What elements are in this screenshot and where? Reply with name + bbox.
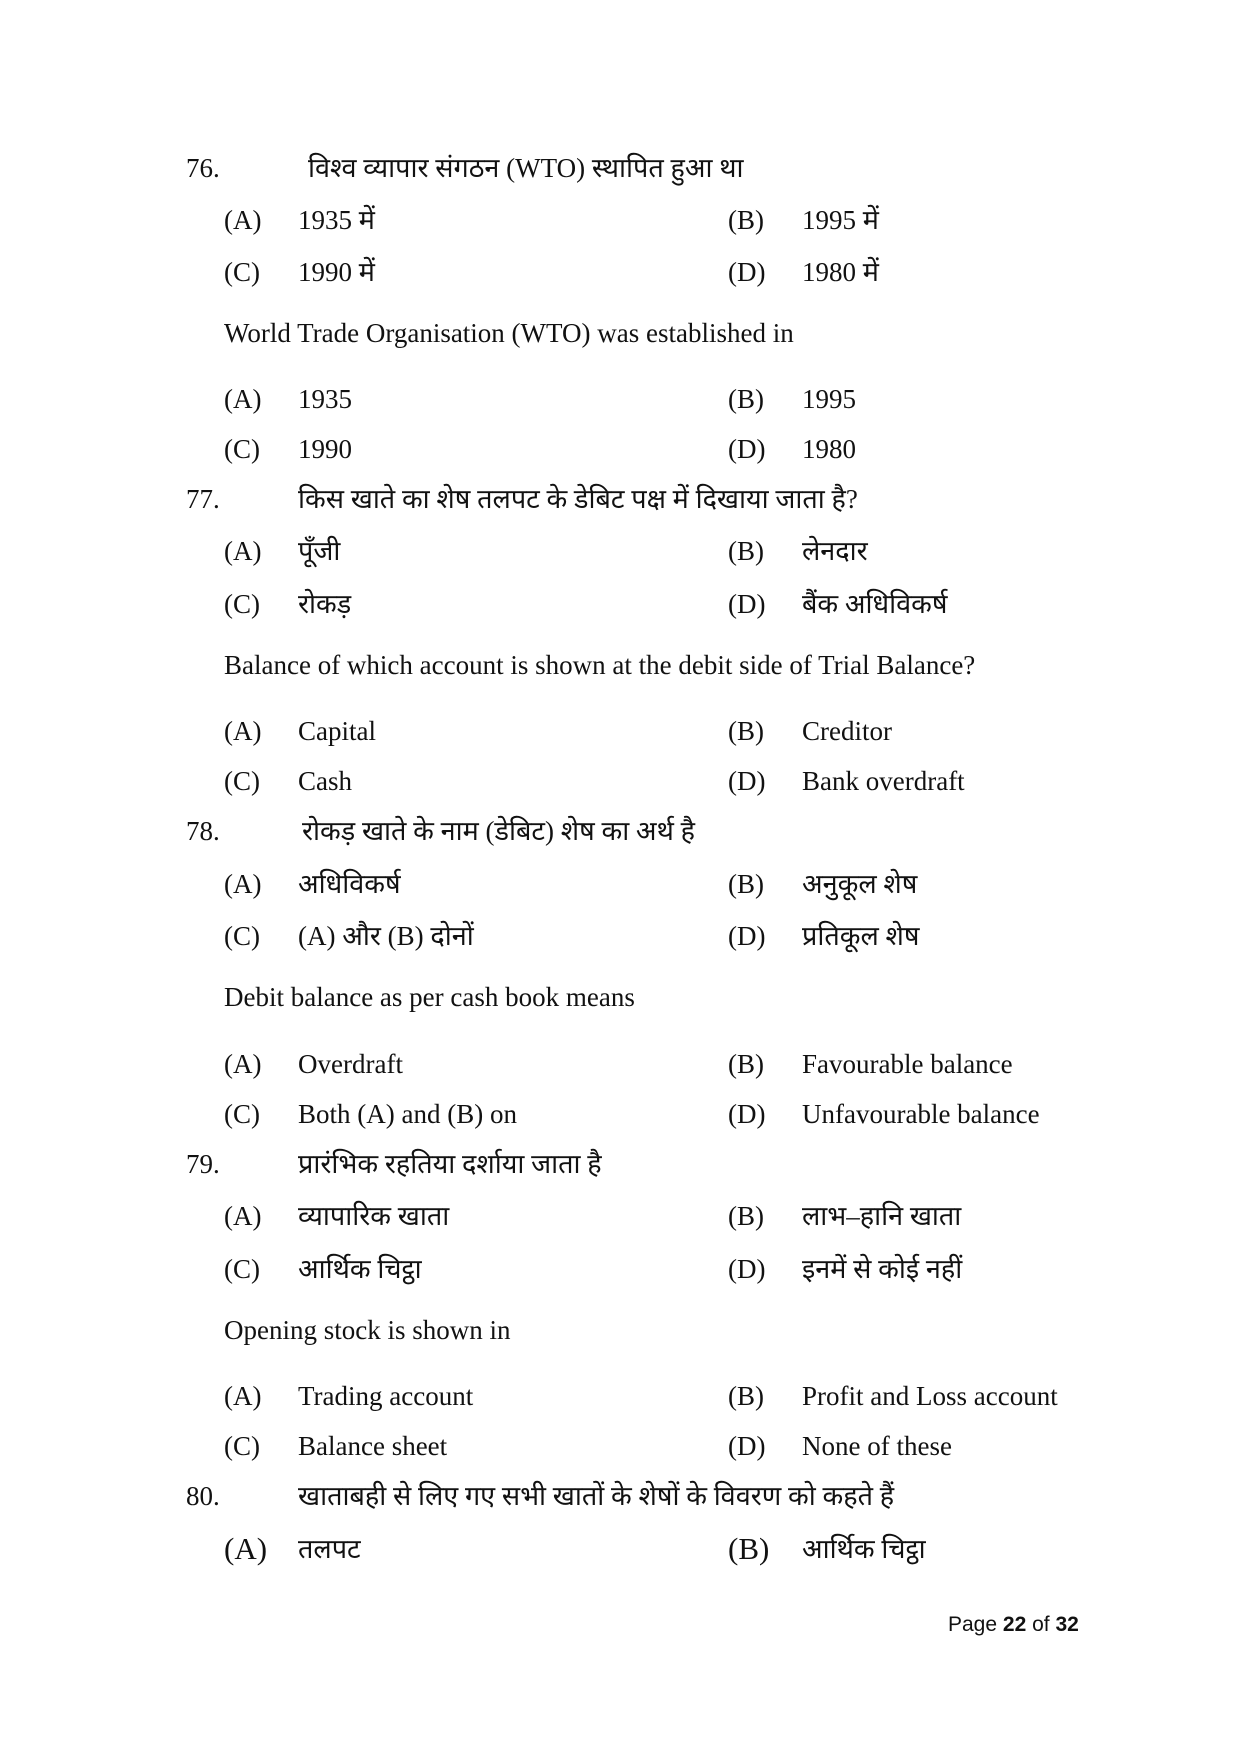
option-label: (B) (728, 1531, 770, 1566)
option-text: लेनदार (802, 536, 868, 566)
option-label: (D) (728, 1431, 766, 1461)
options-row (0, 761, 1241, 801)
option-text: 1990 (298, 434, 352, 464)
question-number: 78. (186, 816, 220, 846)
option-text: प्रतिकूल शेष (802, 921, 920, 951)
option-label: (B) (728, 869, 764, 899)
question-text-english: World Trade Organisation (WTO) was established in (224, 318, 794, 348)
option-label: (C) (224, 589, 260, 619)
option-text: आर्थिक चिट्ठा (802, 1534, 926, 1564)
option-text: (A) और (B) दोनों (298, 921, 474, 951)
option-text: इनमें से कोई नहीं (802, 1254, 963, 1284)
option-label: (D) (728, 921, 766, 951)
option-text: 1995 (802, 384, 856, 414)
question-79-header (0, 1144, 1241, 1184)
option-text: अधिविकर्ष (298, 869, 401, 899)
option-label: (C) (224, 1254, 260, 1284)
question-text-hindi: प्रारंभिक रहतिया दर्शाया जाता है (298, 1149, 602, 1179)
option-label: (D) (728, 1099, 766, 1129)
option-label: (A) (224, 1381, 262, 1411)
option-label: (A) (224, 716, 262, 746)
option-label: (D) (728, 434, 766, 464)
option-text: 1980 में (802, 257, 879, 287)
option-text: Capital (298, 716, 376, 746)
option-label: (A) (224, 869, 262, 899)
question-78-header (0, 811, 1241, 851)
question-76-header (0, 148, 1241, 188)
options-row (0, 711, 1241, 751)
options-row (0, 429, 1241, 469)
option-label: (A) (224, 384, 262, 414)
options-row (0, 531, 1241, 571)
options-row (0, 584, 1241, 624)
option-text: पूँजी (298, 536, 341, 566)
page-word: Page (948, 1613, 998, 1636)
option-label: (C) (224, 257, 260, 287)
option-text: Trading account (298, 1381, 474, 1411)
question-text-hindi: किस खाते का शेष तलपट के डेबिट पक्ष में दिखाया जाता है? (298, 484, 858, 514)
option-label: (B) (728, 205, 764, 235)
options-row (0, 1529, 1241, 1569)
option-text: None of these (802, 1431, 952, 1461)
question-text-hindi: विश्व व्यापार संगठन (WTO) स्थापित हुआ था (308, 153, 744, 183)
question-number: 79. (186, 1149, 220, 1179)
of-word: of (1032, 1613, 1050, 1636)
option-label: (D) (728, 1254, 766, 1284)
option-text: Cash (298, 766, 352, 796)
option-text: 1935 में (298, 205, 375, 235)
option-label: (B) (728, 1201, 764, 1231)
option-label: (C) (224, 766, 260, 796)
option-label: (B) (728, 384, 764, 414)
option-text: लाभ–हानि खाता (802, 1201, 962, 1231)
options-row (0, 1196, 1241, 1236)
question-text-hindi: रोकड़ खाते के नाम (डेबिट) शेष का अर्थ है (302, 816, 695, 846)
options-row (0, 1376, 1241, 1416)
option-label: (D) (728, 257, 766, 287)
option-text: Unfavourable balance (802, 1099, 1040, 1129)
current-page-number: 22 (1002, 1613, 1027, 1636)
option-text: Bank overdraft (802, 766, 965, 796)
option-text: व्यापारिक खाता (298, 1201, 450, 1231)
question-text-hindi: खाताबही से लिए गए सभी खातों के शेषों के विवरण को कहते हैं (298, 1481, 895, 1511)
option-text: Both (A) and (B) on (298, 1099, 517, 1129)
option-label: (C) (224, 921, 260, 951)
question-number: 76. (186, 153, 220, 183)
options-row (0, 1094, 1241, 1134)
page-footer (948, 1610, 1079, 1640)
option-label: (B) (728, 716, 764, 746)
option-label: (A) (224, 1049, 262, 1079)
question-text-english: Debit balance as per cash book means (224, 982, 635, 1012)
total-pages-number: 32 (1055, 1613, 1079, 1636)
question-number: 80. (186, 1481, 220, 1511)
question-number: 77. (186, 484, 220, 514)
question-77-header (0, 479, 1241, 519)
option-label: (A) (224, 1531, 268, 1566)
option-text: 1995 में (802, 205, 879, 235)
option-text: Creditor (802, 716, 892, 746)
option-text: 1980 (802, 434, 856, 464)
option-label: (D) (728, 766, 766, 796)
option-label: (C) (224, 1099, 260, 1129)
options-row (0, 1426, 1241, 1466)
options-row (0, 252, 1241, 292)
option-label: (B) (728, 536, 764, 566)
question-80-header (0, 1476, 1241, 1516)
option-label: (C) (224, 1431, 260, 1461)
option-text: Favourable balance (802, 1049, 1013, 1079)
option-text: 1990 में (298, 257, 375, 287)
option-text: Balance sheet (298, 1431, 448, 1461)
option-text: आर्थिक चिट्ठा (298, 1254, 422, 1284)
option-text: तलपट (298, 1534, 361, 1564)
option-text: अनुकूल शेष (802, 869, 918, 899)
options-row (0, 1249, 1241, 1289)
option-label: (C) (224, 434, 260, 464)
option-label: (A) (224, 536, 262, 566)
options-row (0, 200, 1241, 240)
option-label: (A) (224, 1201, 262, 1231)
question-text-english: Balance of which account is shown at the debit side of Trial Balance? (224, 650, 976, 680)
option-label: (D) (728, 589, 766, 619)
options-row (0, 1044, 1241, 1084)
options-row (0, 379, 1241, 419)
options-row (0, 916, 1241, 956)
option-label: (A) (224, 205, 262, 235)
question-text-english: Opening stock is shown in (224, 1315, 511, 1345)
option-label: (B) (728, 1049, 764, 1079)
option-text: बैंक अधिविकर्ष (802, 589, 948, 619)
option-text: Profit and Loss account (802, 1381, 1058, 1411)
option-label: (B) (728, 1381, 764, 1411)
option-text: रोकड़ (298, 589, 352, 619)
option-text: 1935 (298, 384, 352, 414)
options-row (0, 864, 1241, 904)
option-text: Overdraft (298, 1049, 403, 1079)
